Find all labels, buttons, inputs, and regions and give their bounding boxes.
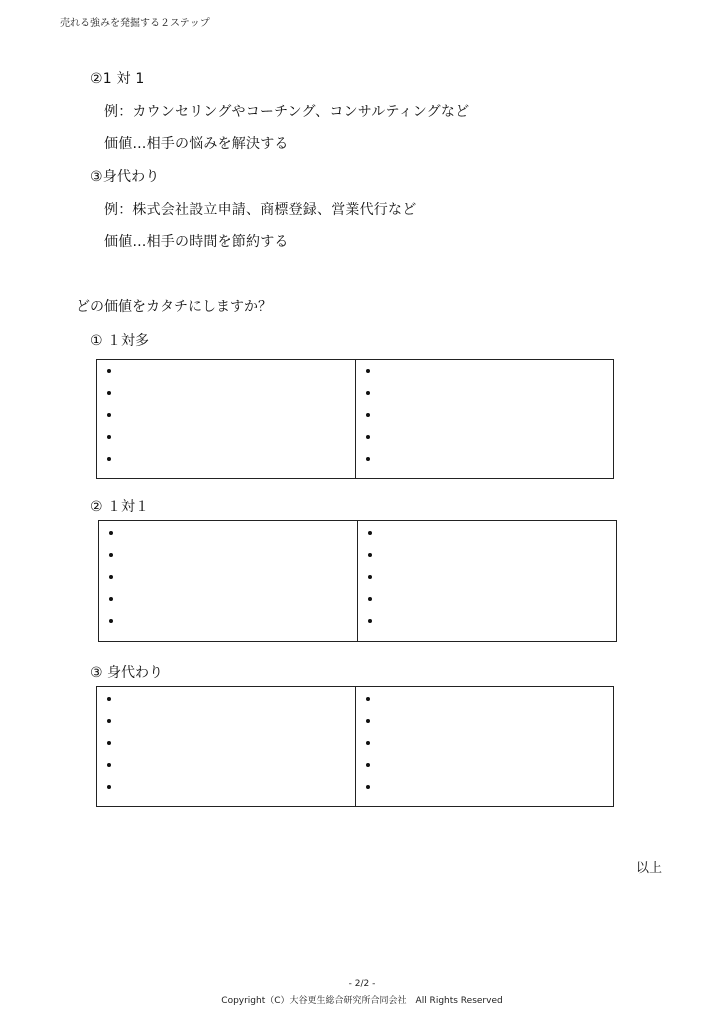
bullet-point	[107, 763, 111, 767]
bullet-point	[107, 719, 111, 723]
answer-box-substitute	[96, 686, 614, 807]
bullet-point	[366, 741, 370, 745]
section-label-one-to-one: ② １対１	[90, 499, 150, 515]
question-heading: どの価値をカタチにしますか？	[76, 299, 272, 315]
bullet-point	[366, 697, 370, 701]
bullet-point	[109, 531, 113, 535]
bullet-point	[366, 763, 370, 767]
bullet-point	[109, 575, 113, 579]
bullet-point	[107, 741, 111, 745]
answer-column-right[interactable]	[355, 687, 614, 806]
item-substitute-example: 例：株式会社設立申請、商標登録、営業代行など	[104, 202, 417, 218]
section-label-one-to-many: ① １対多	[90, 333, 150, 349]
bullet-point	[366, 391, 370, 395]
bullet-point	[109, 619, 113, 623]
bullet-point	[107, 413, 111, 417]
answer-column-right[interactable]	[355, 360, 614, 478]
item-one-to-one-example: 例：カウンセリングやコーチング、コンサルティングなど	[104, 104, 470, 120]
bullet-point	[366, 435, 370, 439]
answer-box-one-to-one	[98, 520, 617, 642]
section-label-substitute: ③ 身代わり	[90, 665, 164, 681]
closing-mark: 以上	[636, 861, 663, 876]
document-header: 売れる強みを発掘する２ステップ	[60, 18, 210, 29]
bullet-point	[107, 369, 111, 373]
bullet-point	[366, 369, 370, 373]
item-one-to-one-heading: ②1 対 1	[90, 71, 145, 87]
page-number: - 2/2 -	[348, 979, 376, 989]
item-one-to-one-value: 価値…相手の悩みを解決する	[104, 136, 289, 152]
bullet-point	[107, 435, 111, 439]
answer-column-left[interactable]	[97, 360, 355, 478]
bullet-point	[366, 457, 370, 461]
answer-column-left[interactable]	[97, 687, 355, 806]
bullet-point	[366, 785, 370, 789]
copyright-notice: Copyright（C）大谷更生総合研究所合同会社 All Rights Reserved	[221, 996, 503, 1006]
bullet-point	[107, 457, 111, 461]
bullet-point	[107, 785, 111, 789]
bullet-point	[368, 553, 372, 557]
item-substitute-value: 価値…相手の時間を節約する	[104, 234, 289, 250]
bullet-point	[366, 413, 370, 417]
answer-box-one-to-many	[96, 359, 614, 479]
bullet-point	[107, 697, 111, 701]
item-substitute-heading: ③身代わり	[90, 169, 160, 185]
bullet-point	[368, 575, 372, 579]
bullet-point	[368, 531, 372, 535]
bullet-point	[109, 553, 113, 557]
bullet-point	[366, 719, 370, 723]
bullet-point	[368, 597, 372, 601]
answer-column-right[interactable]	[357, 521, 616, 641]
bullet-point	[368, 619, 372, 623]
answer-column-left[interactable]	[99, 521, 357, 641]
bullet-point	[107, 391, 111, 395]
bullet-point	[109, 597, 113, 601]
